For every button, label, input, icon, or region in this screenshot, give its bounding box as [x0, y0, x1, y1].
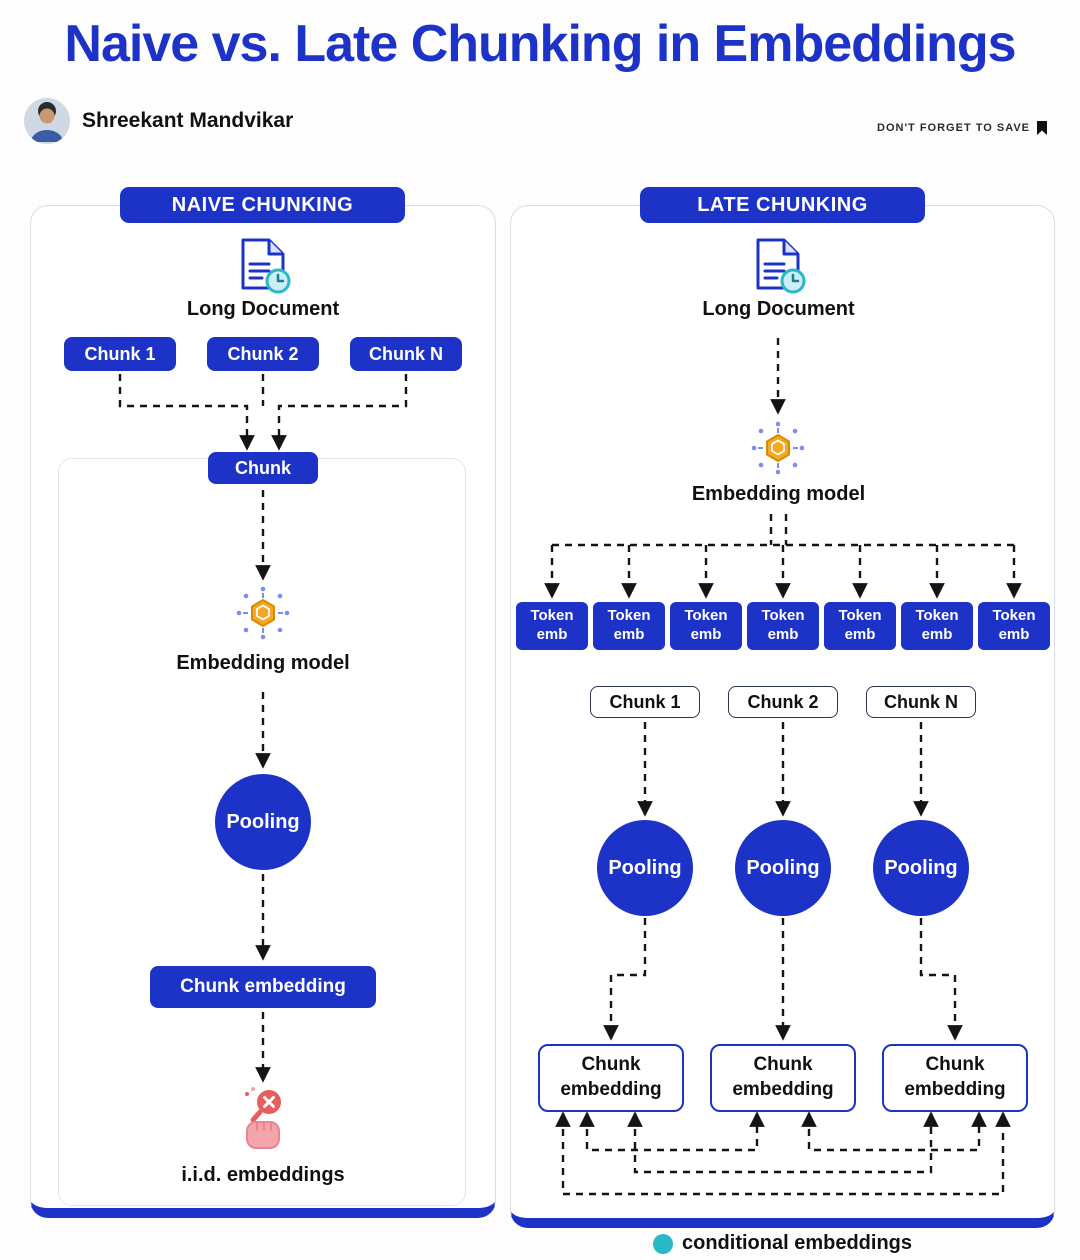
token-emb-2 [593, 602, 665, 650]
late-panel-title: LATE CHUNKING [640, 187, 925, 223]
token-line1: Token [838, 607, 882, 625]
token-emb-4 [747, 602, 819, 650]
long-document-icon-late [748, 236, 808, 301]
naive-iid-label: i.i.d. embeddings [181, 1164, 345, 1186]
emb-line2: embedding [560, 1079, 662, 1100]
emb-line1: Chunk [581, 1054, 641, 1076]
token-line2: emb [767, 626, 799, 643]
late-chunk-n: Chunk N [866, 686, 976, 718]
long-document-icon [233, 236, 293, 301]
naive-chunk-node: Chunk [208, 452, 318, 484]
naive-chunk-1: Chunk 1 [64, 337, 176, 371]
token-line2: emb [613, 626, 645, 643]
conditional-embeddings-legend [510, 1232, 1055, 1255]
emb-line2: embedding [904, 1079, 1006, 1100]
wire-pooling3-emb3 [921, 918, 955, 1036]
embedding-model-icon [235, 585, 291, 646]
token-line2: emb [844, 626, 876, 643]
emb-line1: Chunk [753, 1054, 813, 1076]
late-pooling-1: Pooling [597, 820, 693, 916]
token-emb-7 [978, 602, 1050, 650]
iid-embeddings-icon [235, 1086, 291, 1163]
wire-loop-emb1-emb2 [587, 1116, 757, 1150]
token-line1: Token [761, 607, 805, 625]
page-title: Naive vs. Late Chunking in Embeddings [64, 15, 1016, 73]
wire-loop-emb2-emb3 [809, 1116, 979, 1150]
legend-label: conditional embeddings [681, 1232, 912, 1254]
naive-chunk-2: Chunk 2 [207, 337, 319, 371]
late-pooling-2: Pooling [735, 820, 831, 916]
late-chunk-embedding-1 [538, 1044, 684, 1112]
late-pooling-3: Pooling [873, 820, 969, 916]
embedding-model-icon-late [750, 420, 806, 481]
token-line1: Token [684, 607, 728, 625]
token-emb-6 [901, 602, 973, 650]
token-line2: emb [690, 626, 722, 643]
token-emb-5 [824, 602, 896, 650]
emb-line1: Chunk [925, 1054, 985, 1076]
late-chunk-embedding-3 [882, 1044, 1028, 1112]
save-note-text: DON'T FORGET TO SAVE [877, 122, 1030, 134]
naive-pooling-node: Pooling [215, 774, 311, 870]
token-line2: emb [998, 626, 1030, 643]
token-line1: Token [915, 607, 959, 625]
token-line1: Token [992, 607, 1036, 625]
late-chunk-embedding-2 [710, 1044, 856, 1112]
late-chunk-1: Chunk 1 [590, 686, 700, 718]
token-emb-3 [670, 602, 742, 650]
author-name: Shreekant Mandvikar [82, 109, 294, 132]
naive-chunk-n: Chunk N [350, 337, 462, 371]
token-line1: Token [530, 607, 574, 625]
token-line1: Token [607, 607, 651, 625]
emb-line2: embedding [732, 1079, 834, 1100]
naive-doc-label: Long Document [186, 298, 340, 320]
token-line2: emb [921, 626, 953, 643]
naive-embedding-model-label: Embedding model [176, 652, 350, 674]
token-emb-1 [516, 602, 588, 650]
wire-loop-emb1-emb3-inner [635, 1116, 931, 1172]
teal-dot-icon [653, 1234, 673, 1254]
late-embedding-model-label: Embedding model [691, 483, 866, 505]
wire-chunkN-merge [279, 374, 406, 446]
wire-loop-emb1-emb3-outer [563, 1116, 1003, 1194]
late-doc-label: Long Document [702, 298, 855, 320]
wire-chunk1-merge [120, 374, 247, 446]
late-chunk-2: Chunk 2 [728, 686, 838, 718]
naive-chunk-embedding-node: Chunk embedding [150, 966, 376, 1008]
token-line2: emb [536, 626, 568, 643]
naive-panel-title: NAIVE CHUNKING [120, 187, 405, 223]
wire-pooling1-emb1 [611, 918, 645, 1036]
